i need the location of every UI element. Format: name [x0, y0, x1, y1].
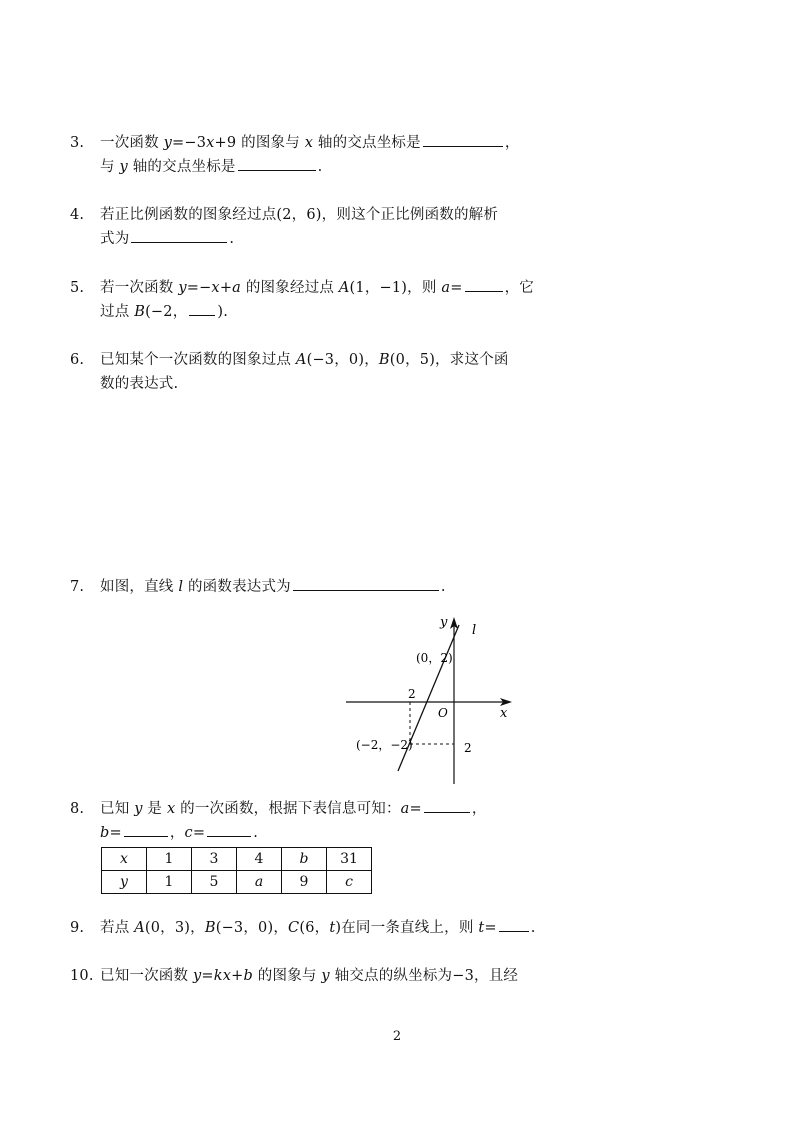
question-text-line-1: 一次函数 y=−3x+9 的图象与 x 轴的交点坐标是 ， — [100, 131, 520, 155]
value-table — [101, 847, 372, 894]
question-text-line-2: 与 y 轴的交点坐标是 . — [100, 155, 322, 179]
question-text-line-1: 已知一次函数 y=kx+b 的图象与 y 轴交点的纵坐标为−3，且经 — [100, 968, 519, 984]
table-cell: 1 — [147, 848, 192, 871]
answer-blank[interactable] — [465, 277, 503, 292]
tick-label-2-left: 2 — [408, 687, 416, 701]
answer-blank[interactable] — [424, 798, 470, 813]
point-label-low: (−2，−2) — [356, 738, 413, 752]
question-text-line-2: 数的表达式. — [100, 376, 179, 392]
table-cell: 9 — [282, 871, 327, 894]
question-text-line-1: 若正比例函数的图象经过点(2，6)，则这个正比例函数的解析 — [100, 207, 499, 223]
answer-blank[interactable] — [207, 822, 251, 837]
table-cell: y — [102, 871, 147, 894]
table-cell: b — [282, 848, 327, 871]
origin-label: O — [438, 706, 448, 720]
question-number: 7. — [70, 579, 85, 595]
x-axis-label: x — [500, 706, 508, 721]
line-label: l — [472, 623, 477, 638]
point-label-top: (0，2) — [416, 651, 453, 665]
answer-blank[interactable] — [189, 301, 215, 316]
question-text-line-1: 若一次函数 y=−x+a 的图象经过点 A(1，−1)，则 a= ，它 — [100, 276, 534, 300]
answer-blank[interactable] — [238, 156, 316, 171]
question-number: 9. — [70, 920, 85, 936]
table-cell: 31 — [327, 848, 372, 871]
question-number: 10. — [70, 968, 94, 984]
coordinate-figure — [340, 610, 520, 790]
table-cell: 1 — [147, 871, 192, 894]
table-row — [102, 871, 372, 894]
question-number: 5. — [70, 280, 85, 296]
question-number: 8. — [70, 801, 85, 817]
answer-blank[interactable] — [124, 822, 168, 837]
answer-blank[interactable] — [131, 228, 227, 243]
table-cell: 5 — [192, 871, 237, 894]
question-number: 6. — [70, 352, 85, 368]
tick-label-2-right: 2 — [464, 741, 472, 755]
y-axis-label: y — [440, 615, 448, 630]
table-cell: a — [237, 871, 282, 894]
table-cell: 4 — [237, 848, 282, 871]
question-number: 3. — [70, 135, 85, 151]
question-text-line-1: 已知 y 是 x 的一次函数，根据下表信息可知：a= ， — [100, 797, 487, 821]
table-row — [102, 848, 372, 871]
answer-blank[interactable] — [499, 917, 529, 932]
question-text-line-2: 过点 B(−2， ). — [100, 300, 228, 324]
answer-blank[interactable] — [423, 132, 503, 147]
page-number: 2 — [392, 1029, 402, 1044]
question-text-line-2: b= ，c= . — [100, 821, 258, 845]
table-cell: 3 — [192, 848, 237, 871]
question-text-line-1: 已知某个一次函数的图象过点 A(−3，0)，B(0，5)，求这个函 — [100, 352, 509, 368]
question-text-line-1: 如图，直线 l 的函数表达式为 . — [100, 575, 446, 599]
question-text-line-2: 式为 . — [100, 227, 234, 251]
table-cell: x — [102, 848, 147, 871]
question-number: 4. — [70, 207, 85, 223]
question-text-line-1: 若点 A(0，3)，B(−3，0)，C(6，t)在同一条直线上，则 t= . — [100, 916, 536, 940]
table-cell: c — [327, 871, 372, 894]
answer-blank[interactable] — [293, 576, 439, 591]
